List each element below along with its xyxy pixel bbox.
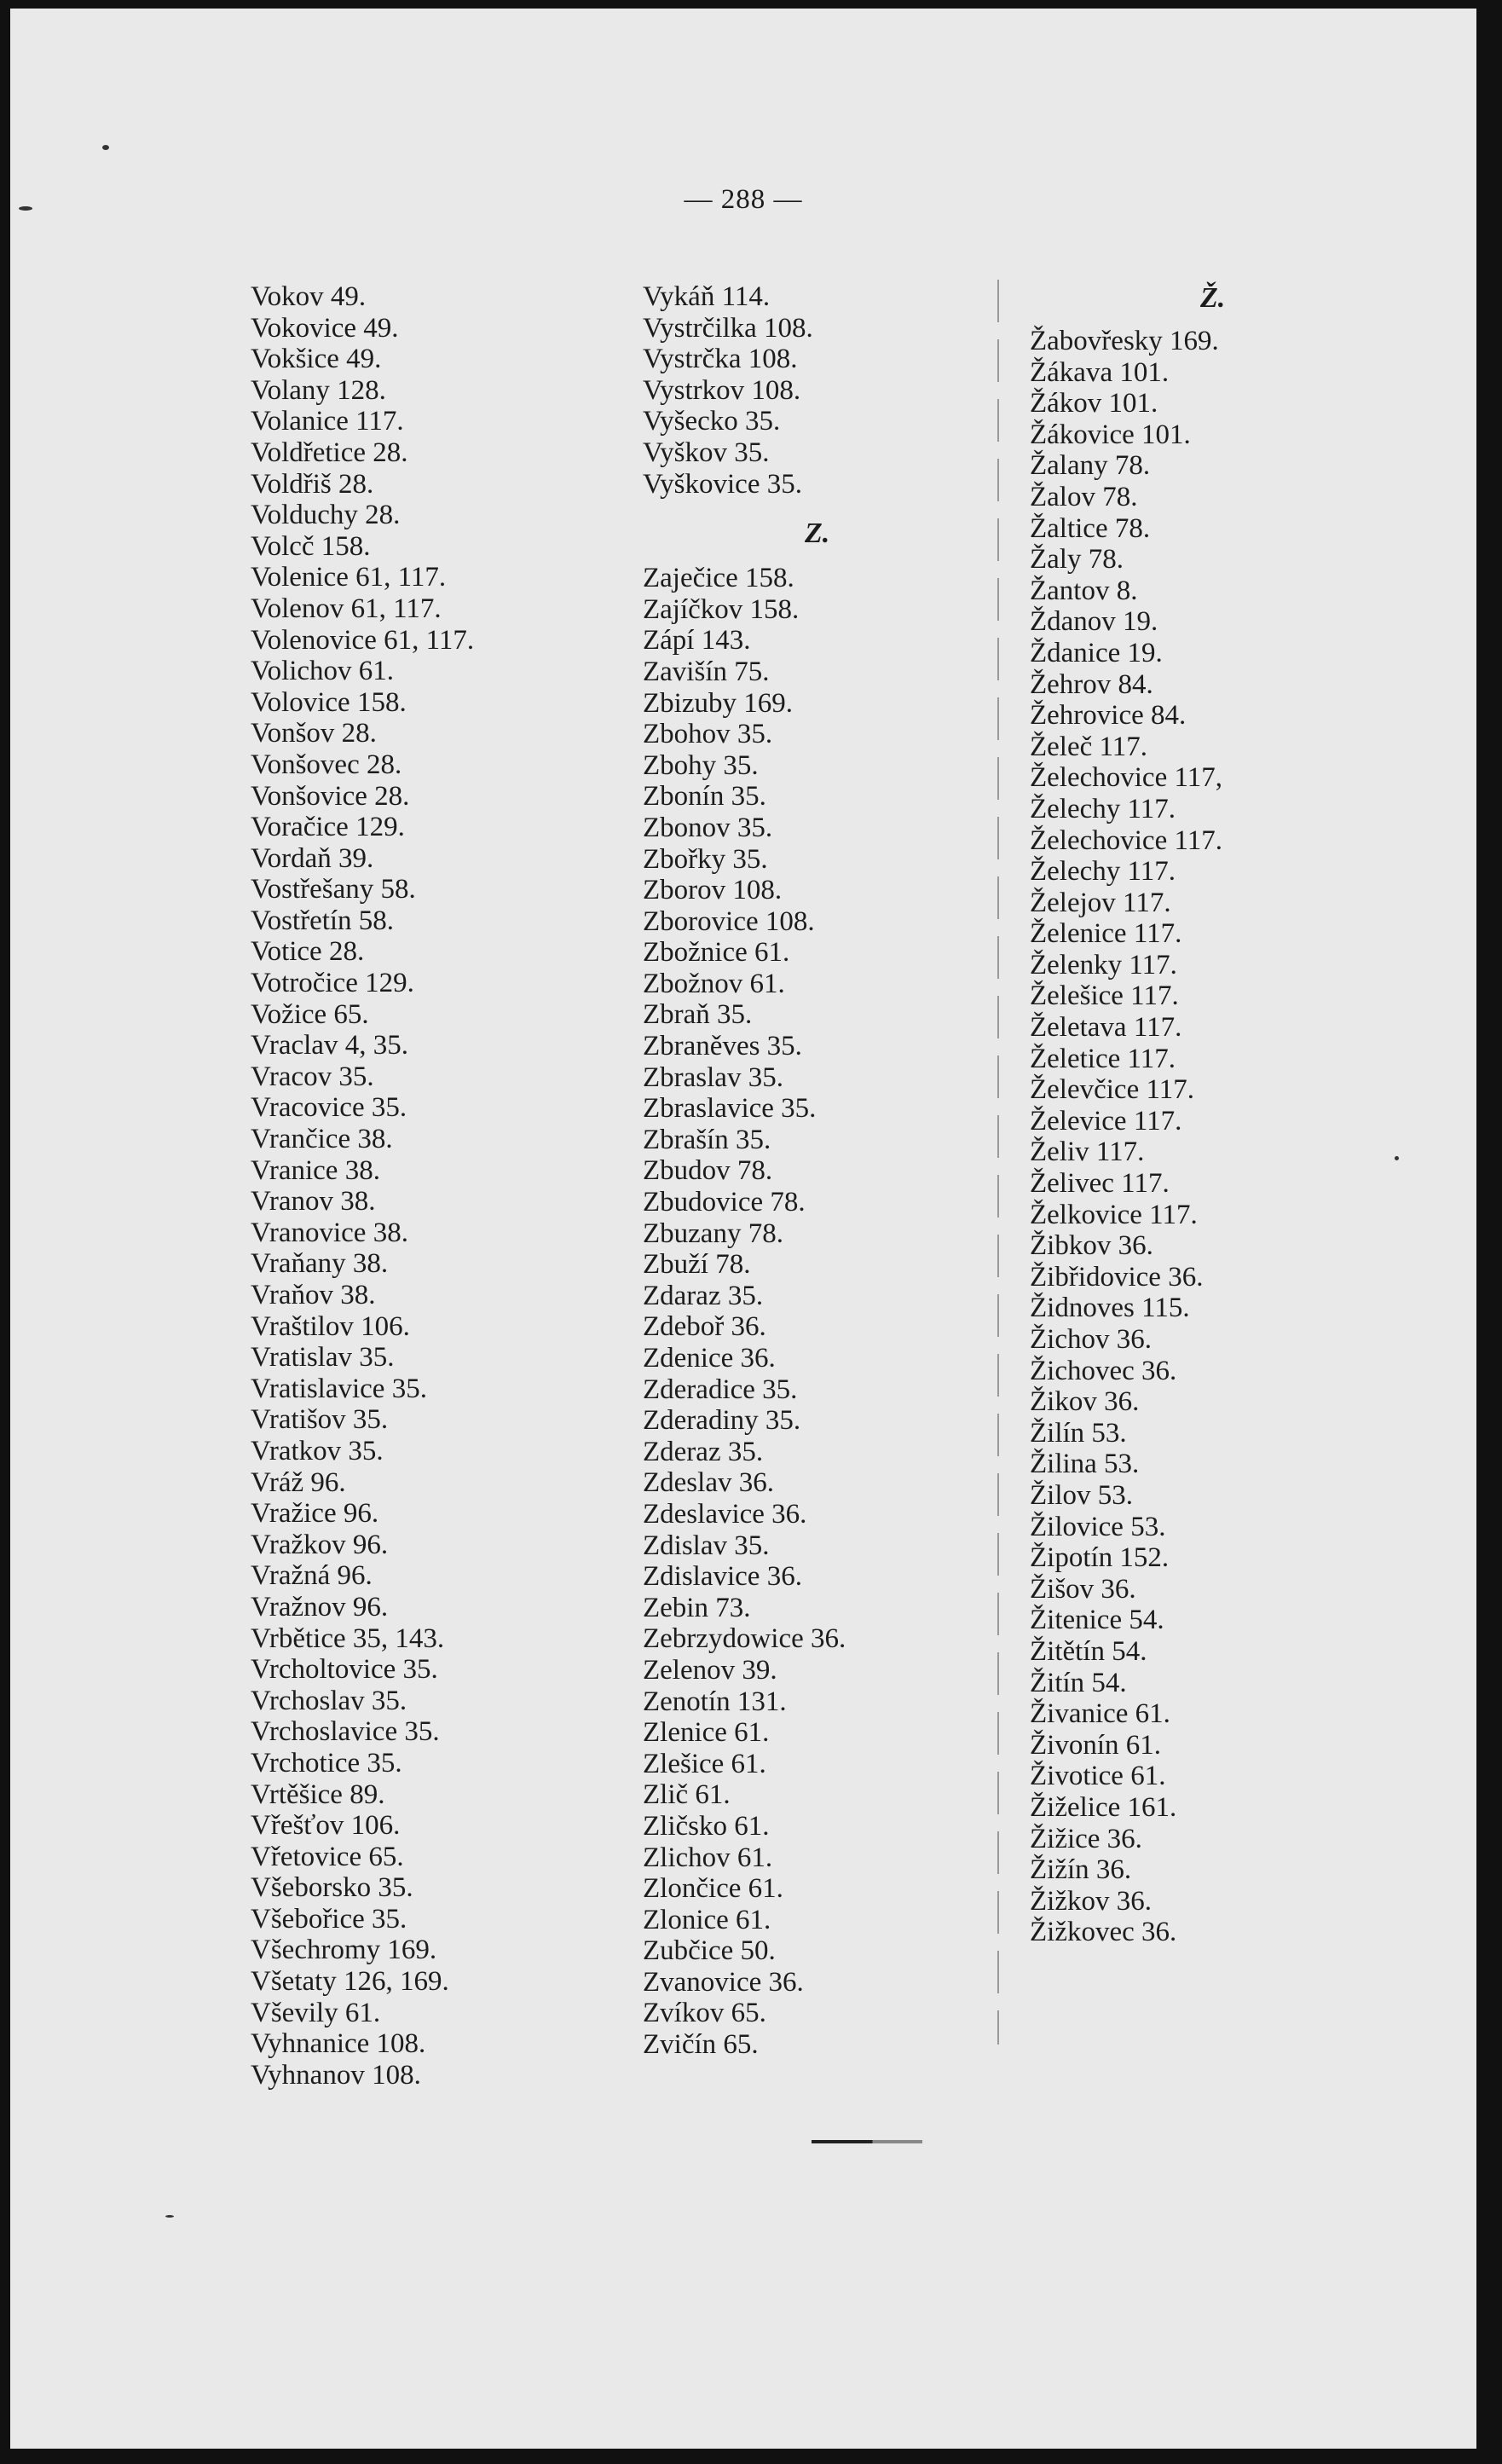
index-entry: Želkovice 117. [1030, 1199, 1198, 1230]
index-entry: Vostřešany 58. [251, 874, 416, 905]
index-entry: Vracov 35. [251, 1061, 374, 1092]
index-entry: Zebrzydowice 36. [643, 1623, 846, 1655]
index-entry: Zlončice 61. [643, 1873, 783, 1905]
index-entry: Vráž 96. [251, 1466, 346, 1498]
end-rule [812, 2140, 922, 2143]
index-entry: Žákava 101. [1030, 356, 1170, 388]
index-entry: Zavišín 75. [643, 656, 770, 687]
index-entry: Zlešice 61. [643, 1748, 766, 1779]
index-entry: Žákov 101. [1030, 388, 1158, 419]
index-entry: Vyšecko 35. [643, 406, 781, 437]
index-entry: Želevčice 117. [1030, 1074, 1195, 1106]
index-entry: Zderadiny 35. [643, 1405, 801, 1437]
index-entry: Zbožnice 61. [643, 937, 790, 969]
index-entry: Žibřidovice 36. [1030, 1261, 1204, 1293]
index-entry: Volenov 61, 117. [251, 593, 442, 624]
index-entry: Zderaz 35. [643, 1436, 764, 1467]
index-entry: Vonšovice 28. [251, 780, 410, 812]
index-entry: Vratišov 35. [251, 1404, 389, 1436]
index-entry: Žichov 36. [1030, 1324, 1152, 1355]
index-entry: Vrcholtovice 35. [251, 1654, 438, 1686]
index-entry: Všeborsko 35. [251, 1872, 413, 1904]
index-entry: Zbohov 35. [643, 719, 773, 750]
index-entry: Želešice 117. [1030, 980, 1179, 1012]
index-entry: Zbrašín 35. [643, 1124, 771, 1155]
index-entry: Volduchy 28. [251, 500, 401, 531]
index-entry: Vykáň 114. [643, 281, 771, 312]
index-entry: Ždanice 19. [1030, 637, 1163, 668]
index-entry: Žehrovice 84. [1030, 700, 1187, 732]
index-entry: Zborov 108. [643, 875, 783, 906]
index-entry: Žitenice 54. [1030, 1605, 1164, 1636]
index-entry: Zvičín 65. [643, 2029, 759, 2061]
index-entry: Zlichov 61. [643, 1842, 773, 1873]
index-entry: Zbořky 35. [643, 843, 768, 875]
column-divider [997, 280, 999, 2045]
index-entry: Želiv 117. [1030, 1137, 1145, 1168]
index-entry: Vranice 38. [251, 1154, 380, 1186]
index-entry: Volichov 61. [251, 656, 395, 687]
index-entry: Zajíčkov 158. [643, 593, 800, 625]
index-entry: Zdislav 35. [643, 1530, 770, 1561]
index-entry: Vyhnanice 108. [251, 2028, 426, 2060]
index-entry: Zápí 143. [643, 625, 751, 656]
index-entry: Žitín 54. [1030, 1667, 1127, 1698]
index-entry: Zbudov 78. [643, 1155, 773, 1187]
index-entry: Zbohy 35. [643, 749, 759, 781]
index-entry: Želechy 117. [1030, 793, 1176, 824]
index-entry: Všetaty 126, 169. [251, 1966, 449, 1998]
index-entry: Zbraslav 35. [643, 1061, 783, 1093]
index-entry: Želenky 117. [1030, 949, 1177, 980]
index-entry: Vratkov 35. [251, 1435, 384, 1466]
index-entry: Vraňany 38. [251, 1248, 389, 1280]
index-entry: Žišov 36. [1030, 1573, 1136, 1605]
index-entry: Žiželice 161. [1030, 1791, 1177, 1823]
index-entry: Volanice 117. [251, 406, 404, 437]
scan-speck [1395, 1156, 1399, 1160]
index-entry: Želevice 117. [1030, 1105, 1182, 1137]
index-entry: Vordaň 39. [251, 842, 374, 874]
index-entry: Vrančice 38. [251, 1124, 393, 1155]
index-column-1 [251, 281, 609, 2091]
scan-speck [19, 206, 32, 211]
index-entry: Všebořice 35. [251, 1903, 407, 1935]
index-entry: Živanice 61. [1030, 1698, 1170, 1730]
index-entry: Žilina 53. [1030, 1449, 1140, 1480]
index-entry: Vrchoslavice 35. [251, 1716, 440, 1748]
index-entry: Vražnov 96. [251, 1591, 389, 1622]
index-column-3 [1030, 281, 1439, 1948]
index-entry: Zbonov 35. [643, 812, 773, 843]
index-entry: Zbuží 78. [643, 1249, 751, 1281]
index-entry: Želetice 117. [1030, 1043, 1176, 1074]
index-entry: Žaly 78. [1030, 544, 1124, 576]
index-entry: Vražice 96. [251, 1498, 379, 1530]
index-entry: Voldřiš 28. [251, 468, 374, 500]
index-entry: Vřetovice 65. [251, 1841, 404, 1872]
index-entry: Žikov 36. [1030, 1386, 1140, 1418]
index-entry: Zvíkov 65. [643, 1998, 766, 2029]
index-entry: Vokšice 49. [251, 344, 382, 375]
scan-speck [102, 145, 109, 150]
index-entry: Vystrčka 108. [643, 344, 798, 375]
index-entry: Zbizuby 169. [643, 687, 793, 719]
index-entry: Zbonín 35. [643, 781, 766, 813]
index-entry: Zlenice 61. [643, 1717, 770, 1749]
index-entry: Zdenice 36. [643, 1343, 776, 1374]
index-entry: Zelenov 39. [643, 1654, 777, 1686]
index-entry: Vratislavice 35. [251, 1373, 427, 1404]
index-entry: Zdeslavice 36. [643, 1498, 807, 1530]
index-entry: Žižkov 36. [1030, 1885, 1152, 1917]
index-entry: Želetava 117. [1030, 1012, 1182, 1044]
index-entry: Zbožnov 61. [643, 968, 785, 999]
index-entry: Zvanovice 36. [643, 1966, 804, 1998]
index-entry: Volcč 158. [251, 530, 371, 562]
index-entry: Volenice 61, 117. [251, 562, 447, 593]
index-entry: Volenovice 61, 117. [251, 624, 475, 656]
index-entry: Želechovice 117. [1030, 824, 1223, 856]
index-entry: Vratislav 35. [251, 1342, 395, 1374]
index-entry: Žitětín 54. [1030, 1635, 1147, 1667]
index-entry: Zderadice 35. [643, 1374, 798, 1405]
index-entry: Želejov 117. [1030, 887, 1171, 918]
index-entry: Vystrčilka 108. [643, 312, 813, 344]
index-entry: Žižín 36. [1030, 1854, 1132, 1886]
index-entry: Zdislavice 36. [643, 1561, 802, 1593]
index-entry: Vonšov 28. [251, 718, 377, 749]
index-entry: Zborovice 108. [643, 905, 815, 937]
index-entry: Želechy 117. [1030, 856, 1176, 888]
index-entry: Zbraslavice 35. [643, 1093, 817, 1125]
index-entry: Zebin 73. [643, 1592, 751, 1623]
index-entry: Vražkov 96. [251, 1529, 389, 1560]
index-entry: Vranov 38. [251, 1186, 376, 1218]
index-entry: Vrtěšice 89. [251, 1779, 385, 1810]
index-entry: Vřešťov 106. [251, 1810, 401, 1842]
index-entry: Žilov 53. [1030, 1479, 1133, 1511]
index-entry: Vraštilov 106. [251, 1310, 410, 1342]
index-entry: Vystrkov 108. [643, 374, 801, 406]
index-entry: Žehrov 84. [1030, 668, 1153, 700]
index-entry: Voračice 129. [251, 812, 405, 843]
index-entry: Žákovice 101. [1030, 419, 1191, 450]
index-entry: Votročice 129. [251, 968, 414, 999]
index-entry: Vyškovice 35. [643, 468, 802, 500]
index-entry: Zdeslav 36. [643, 1467, 774, 1499]
index-entry: Želeč 117. [1030, 731, 1148, 762]
index-entry: Zdaraz 35. [643, 1280, 764, 1311]
index-entry: Želechovice 117, [1030, 762, 1223, 794]
index-entry: Volany 128. [251, 374, 386, 406]
index-entry: Vražná 96. [251, 1560, 373, 1592]
index-entry: Zubčice 50. [643, 1935, 776, 1967]
index-entry: Židnoves 115. [1030, 1293, 1190, 1324]
index-entry: Zbraň 35. [643, 999, 753, 1031]
index-entry: Vraňov 38. [251, 1280, 376, 1310]
index-entry: Votice 28. [251, 936, 365, 968]
index-entry: Žibkov 36. [1030, 1230, 1153, 1262]
section-letter-zh: Ž. [1200, 282, 1226, 314]
index-entry: Žichovec 36. [1030, 1355, 1177, 1386]
index-entry: Žižice 36. [1030, 1823, 1142, 1854]
index-entry: Ždanov 19. [1030, 606, 1158, 638]
index-entry: Vonšovec 28. [251, 749, 402, 780]
index-entry: Žantov 8. [1030, 575, 1138, 606]
index-entry: Vrbětice 35, 143. [251, 1622, 445, 1654]
index-entry: Vranovice 38. [251, 1217, 408, 1248]
index-entry: Vyhnanov 108. [251, 2059, 421, 2091]
index-entry: Volovice 158. [251, 686, 407, 718]
index-entry: Vostřetín 58. [251, 905, 395, 936]
page-number-header [10, 184, 1476, 216]
index-entry: Životice 61. [1030, 1761, 1166, 1792]
index-entry: Žižkovec 36. [1030, 1917, 1177, 1948]
scanned-page [10, 9, 1476, 2449]
index-entry: Žalany 78. [1030, 450, 1151, 482]
index-entry: Voldřetice 28. [251, 437, 408, 468]
index-entry: Zenotín 131. [643, 1686, 787, 1717]
index-entry: Vracovice 35. [251, 1092, 407, 1124]
index-entry: Vokovice 49. [251, 312, 399, 344]
section-letter-z: Z. [805, 518, 830, 550]
index-entry: Zaječice 158. [643, 563, 794, 594]
index-entry: Vrchoslav 35. [251, 1685, 407, 1716]
index-entry: Zličsko 61. [643, 1810, 770, 1842]
index-entry: Zbraněves 35. [643, 1031, 802, 1062]
index-entry: Zlič 61. [643, 1779, 731, 1811]
index-entry: Žipotín 152. [1030, 1542, 1170, 1574]
index-entry: Vrchotice 35. [251, 1747, 402, 1779]
index-entry: Želivec 117. [1030, 1168, 1170, 1200]
index-entry: Vraclav 4, 35. [251, 1030, 408, 1061]
page-number: — 288 — [684, 184, 803, 215]
index-entry: Všechromy 169. [251, 1935, 437, 1966]
index-entry: Vožice 65. [251, 998, 369, 1030]
index-entry: Vševily 61. [251, 1997, 381, 2028]
index-entry: Žalov 78. [1030, 481, 1138, 512]
index-entry: Zbudovice 78. [643, 1187, 806, 1218]
scan-speck [165, 2215, 174, 2218]
index-entry: Zdeboř 36. [643, 1311, 766, 1343]
index-entry: Živonín 61. [1030, 1729, 1161, 1761]
index-entry: Žilín 53. [1030, 1417, 1127, 1449]
index-entry: Vyškov 35. [643, 437, 770, 468]
index-entry: Žilovice 53. [1030, 1511, 1166, 1542]
index-entry: Vokov 49. [251, 281, 367, 312]
index-entry: Žabovřesky 169. [1030, 326, 1219, 356]
index-entry: Želenice 117. [1030, 918, 1182, 950]
index-entry: Zbuzany 78. [643, 1218, 783, 1249]
index-entry: Žaltice 78. [1030, 512, 1151, 544]
index-column-2 [643, 281, 992, 2061]
index-entry: Zlonice 61. [643, 1904, 771, 1935]
